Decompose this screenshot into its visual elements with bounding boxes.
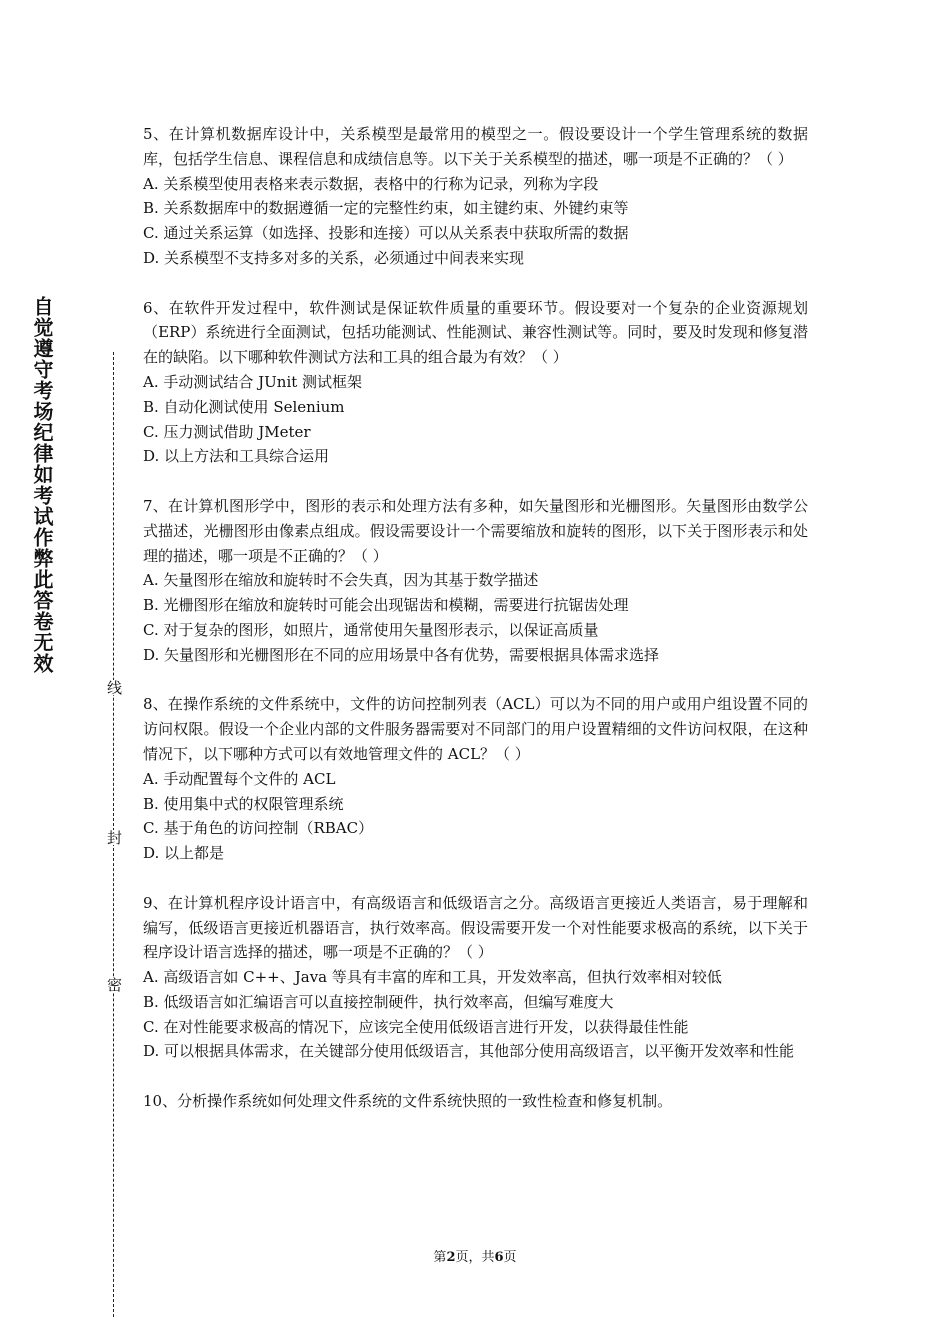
binding-mark-mi: 密 bbox=[105, 977, 123, 992]
option-d: D. 可以根据具体需求，在关键部分使用低级语言，其他部分使用高级语言，以平衡开发效率和性能 bbox=[143, 1042, 795, 1061]
option-a: A. 高级语言如 C++、Java 等具有丰富的库和工具，开发效率高，但执行效率相对较低 bbox=[143, 968, 722, 987]
binding-mark-feng: 封 bbox=[105, 830, 123, 845]
option-list bbox=[143, 767, 808, 866]
option-b: B. 自动化测试使用 Selenium bbox=[143, 397, 345, 416]
exam-discipline-notice: 自觉遵守考场纪律如考试作弊此答卷无效 bbox=[30, 296, 54, 674]
option-d: D. 关系模型不支持多对多的关系，必须通过中间表来实现 bbox=[143, 248, 525, 267]
option-b: B. 使用集中式的权限管理系统 bbox=[143, 794, 344, 813]
question-stem: 6、在软件开发过程中，软件测试是保证软件质量的重要环节。假设要对一个复杂的企业资源规划（ERP）系统进行全面测试，包括功能测试、性能测试、兼容性测试等。同时，要及时发现和修复潜在的缺陷。以下哪种软件测试方法和工具的组合最为有效？（ ） bbox=[143, 298, 808, 367]
option-a: A. 手动测试结合 JUnit 测试框架 bbox=[143, 372, 363, 391]
total-page-count: 6 bbox=[494, 1250, 504, 1265]
option-list bbox=[143, 370, 808, 469]
option-a: A. 手动配置每个文件的 ACL bbox=[143, 769, 336, 788]
option-c: C. 对于复杂的图形，如照片，通常使用矢量图形表示，以保证高质量 bbox=[143, 620, 599, 639]
question-5 bbox=[143, 122, 808, 271]
option-list bbox=[143, 965, 808, 1064]
option-d: D. 矢量图形和光栅图形在不同的应用场景中各有优势，需要根据具体需求选择 bbox=[143, 645, 660, 664]
question-list bbox=[143, 122, 808, 1139]
option-c: C. 通过关系运算（如选择、投影和连接）可以从关系表中获取所需的数据 bbox=[143, 224, 629, 243]
question-7 bbox=[143, 494, 808, 668]
option-c: C. 在对性能要求极高的情况下，应该完全使用低级语言进行开发，以获得最佳性能 bbox=[143, 1017, 689, 1036]
option-d: D. 以上都是 bbox=[143, 844, 225, 863]
option-b: B. 低级语言如汇编语言可以直接控制硬件，执行效率高，但编写难度大 bbox=[143, 992, 614, 1011]
question-stem: 9、在计算机程序设计语言中，有高级语言和低级语言之分。高级语言更接近人类语言，易于理解和编写，低级语言更接近机器语言，执行效率高。假设需要开发一个对性能要求极高的系统，以下关于程序设计语言选择的描述，哪一项是不正确的？（ ） bbox=[143, 893, 808, 962]
question-10 bbox=[143, 1089, 808, 1114]
option-a: A. 关系模型使用表格来表示数据，表格中的行称为记录，列称为字段 bbox=[143, 174, 599, 193]
option-c: C. 压力测试借助 JMeter bbox=[143, 422, 311, 441]
footer-prefix: 第 bbox=[433, 1250, 447, 1265]
option-b: B. 光栅图形在缩放和旋转时可能会出现锯齿和模糊，需要进行抗锯齿处理 bbox=[143, 596, 629, 615]
footer-middle: 页，共 bbox=[455, 1250, 495, 1265]
option-list bbox=[143, 568, 808, 667]
question-stem: 8、在操作系统的文件系统中，文件的访问控制列表（ACL）可以为不同的用户或用户组设置不同的访问权限。假设一个企业内部的文件服务器需要对不同部门的用户设置精细的文件访问权限，在这种情况下，以下哪种方式可以有效地管理文件的 ACL？（ ） bbox=[143, 695, 808, 763]
binding-mark-xian: 线 bbox=[105, 680, 123, 695]
footer-suffix: 页 bbox=[503, 1250, 517, 1265]
question-8 bbox=[143, 692, 808, 866]
option-list bbox=[143, 172, 808, 271]
page-footer bbox=[0, 1246, 950, 1265]
option-a: A. 矢量图形在缩放和旋转时不会失真，因为其基于数学描述 bbox=[143, 571, 539, 590]
current-page-number: 2 bbox=[446, 1250, 456, 1265]
option-d: D. 以上方法和工具综合运用 bbox=[143, 447, 330, 466]
option-c: C. 基于角色的访问控制（RBAC） bbox=[143, 819, 374, 838]
question-stem: 10、分析操作系统如何处理文件系统的文件系统快照的一致性检查和修复机制。 bbox=[143, 1092, 673, 1111]
question-stem: 5、在计算机数据库设计中，关系模型是最常用的模型之一。假设要设计一个学生管理系统的数据库，包括学生信息、课程信息和成绩信息等。以下关于关系模型的描述，哪一项是不正确的？（ ） bbox=[143, 125, 808, 168]
question-stem: 7、在计算机图形学中，图形的表示和处理方法有多种，如矢量图形和光栅图形。矢量图形由数学公式描述，光栅图形由像素点组成。假设需要设计一个需要缩放和旋转的图形，以下关于图形表示和处理的描述，哪一项是不正确的？（ ） bbox=[143, 496, 808, 565]
question-9 bbox=[143, 891, 808, 1065]
option-b: B. 关系数据库中的数据遵循一定的完整性约束，如主键约束、外键约束等 bbox=[143, 199, 629, 218]
question-6 bbox=[143, 296, 808, 470]
